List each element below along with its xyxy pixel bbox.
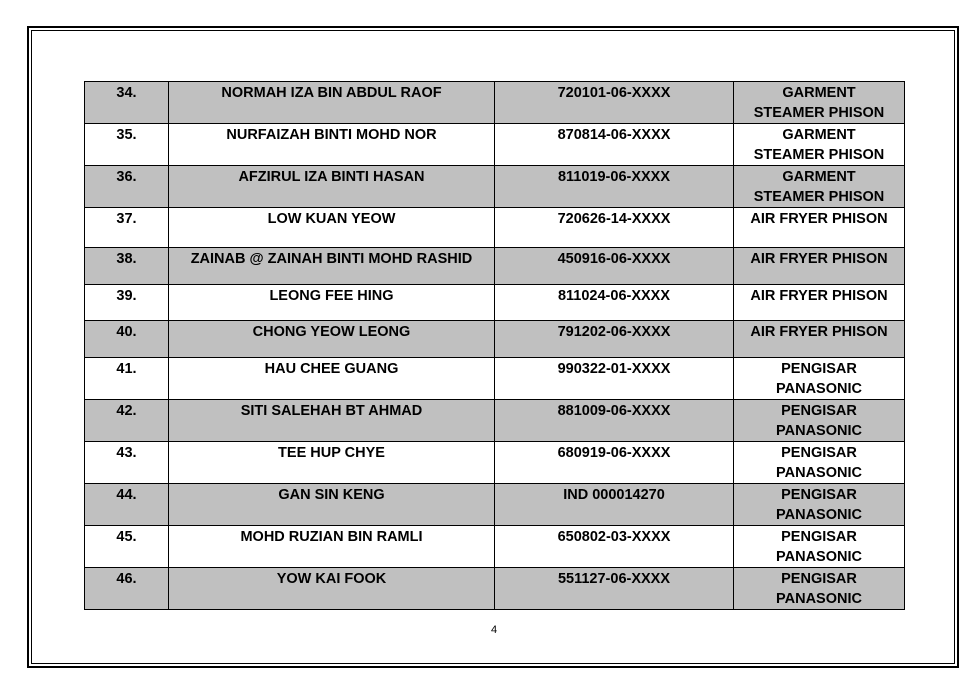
table-row <box>85 484 905 526</box>
table-row <box>85 526 905 568</box>
prize-cell <box>734 248 905 285</box>
table-row <box>85 442 905 484</box>
winner-name: CHONG YEOW LEONG <box>169 321 495 358</box>
prize-line-2: PANASONIC <box>776 507 862 523</box>
winner-name: HAU CHEE GUANG <box>169 358 495 400</box>
table-row <box>85 124 905 166</box>
prize-cell <box>734 526 905 568</box>
winner-name: MOHD RUZIAN BIN RAMLI <box>169 526 495 568</box>
prize-cell <box>734 400 905 442</box>
prize-line-1: PENGISAR <box>781 361 857 377</box>
ic-number: 551127-06-XXXX <box>495 568 734 610</box>
prize-cell <box>734 82 905 124</box>
winner-name: AFZIRUL IZA BINTI HASAN <box>169 166 495 208</box>
row-number: 41. <box>85 358 169 400</box>
ic-number: 811024-06-XXXX <box>495 285 734 321</box>
winner-name: GAN SIN KENG <box>169 484 495 526</box>
prize-cell <box>734 484 905 526</box>
ic-number: 990322-01-XXXX <box>495 358 734 400</box>
page-number: 4 <box>490 624 498 636</box>
prize-cell <box>734 166 905 208</box>
prize-line-2: PANASONIC <box>776 549 862 565</box>
row-number: 38. <box>85 248 169 285</box>
ic-number: 650802-03-XXXX <box>495 526 734 568</box>
prize-line-2: PANASONIC <box>776 465 862 481</box>
row-number: 37. <box>85 208 169 248</box>
row-number: 43. <box>85 442 169 484</box>
prize-cell <box>734 568 905 610</box>
winner-name: NORMAH IZA BIN ABDUL RAOF <box>169 82 495 124</box>
table-row <box>85 400 905 442</box>
row-number: 39. <box>85 285 169 321</box>
prize-line-1: GARMENT <box>782 169 856 185</box>
prize-line-2: PANASONIC <box>776 423 862 439</box>
ic-number: 720101-06-XXXX <box>495 82 734 124</box>
table-row <box>85 82 905 124</box>
prize-cell <box>734 442 905 484</box>
ic-number: 870814-06-XXXX <box>495 124 734 166</box>
prize-cell <box>734 358 905 400</box>
row-number: 36. <box>85 166 169 208</box>
ic-number: 791202-06-XXXX <box>495 321 734 358</box>
table-row <box>85 248 905 285</box>
prize-line-2: PANASONIC <box>776 591 862 607</box>
prize-line-2: STEAMER PHISON <box>753 105 885 121</box>
winners-table-body <box>85 82 905 610</box>
prize-line-2: PANASONIC <box>776 381 862 397</box>
row-number: 45. <box>85 526 169 568</box>
row-number: 42. <box>85 400 169 442</box>
ic-number: 811019-06-XXXX <box>495 166 734 208</box>
prize-line-1: AIR FRYER PHISON <box>750 211 888 227</box>
winners-table <box>84 81 905 610</box>
prize-cell <box>734 208 905 248</box>
table-row <box>85 321 905 358</box>
table-row <box>85 208 905 248</box>
prize-line-1: GARMENT <box>782 85 856 101</box>
row-number: 35. <box>85 124 169 166</box>
prize-line-1: PENGISAR <box>781 571 857 587</box>
prize-cell <box>734 124 905 166</box>
ic-number: 720626-14-XXXX <box>495 208 734 248</box>
table-row <box>85 358 905 400</box>
prize-line-1: AIR FRYER PHISON <box>750 288 888 304</box>
prize-line-1: PENGISAR <box>781 529 857 545</box>
winner-name: LEONG FEE HING <box>169 285 495 321</box>
prize-line-2: STEAMER PHISON <box>753 147 885 163</box>
ic-number: 680919-06-XXXX <box>495 442 734 484</box>
prize-cell <box>734 285 905 321</box>
winner-name: YOW KAI FOOK <box>169 568 495 610</box>
row-number: 34. <box>85 82 169 124</box>
prize-line-1: AIR FRYER PHISON <box>750 324 888 340</box>
winner-name: NURFAIZAH BINTI MOHD NOR <box>169 124 495 166</box>
winner-name: TEE HUP CHYE <box>169 442 495 484</box>
table-row <box>85 568 905 610</box>
winner-name: LOW KUAN YEOW <box>169 208 495 248</box>
prize-line-1: PENGISAR <box>781 487 857 503</box>
ic-number: 881009-06-XXXX <box>495 400 734 442</box>
prize-line-1: GARMENT <box>782 127 856 143</box>
prize-line-1: PENGISAR <box>781 445 857 461</box>
ic-number: 450916-06-XXXX <box>495 248 734 285</box>
prize-cell <box>734 321 905 358</box>
row-number: 40. <box>85 321 169 358</box>
prize-line-1: AIR FRYER PHISON <box>750 251 888 267</box>
prize-line-2: STEAMER PHISON <box>753 189 885 205</box>
table-row <box>85 166 905 208</box>
row-number: 46. <box>85 568 169 610</box>
prize-line-1: PENGISAR <box>781 403 857 419</box>
ic-number: IND 000014270 <box>495 484 734 526</box>
winner-name: ZAINAB @ ZAINAH BINTI MOHD RASHID <box>169 248 495 285</box>
winner-name: SITI SALEHAH BT AHMAD <box>169 400 495 442</box>
row-number: 44. <box>85 484 169 526</box>
table-row <box>85 285 905 321</box>
